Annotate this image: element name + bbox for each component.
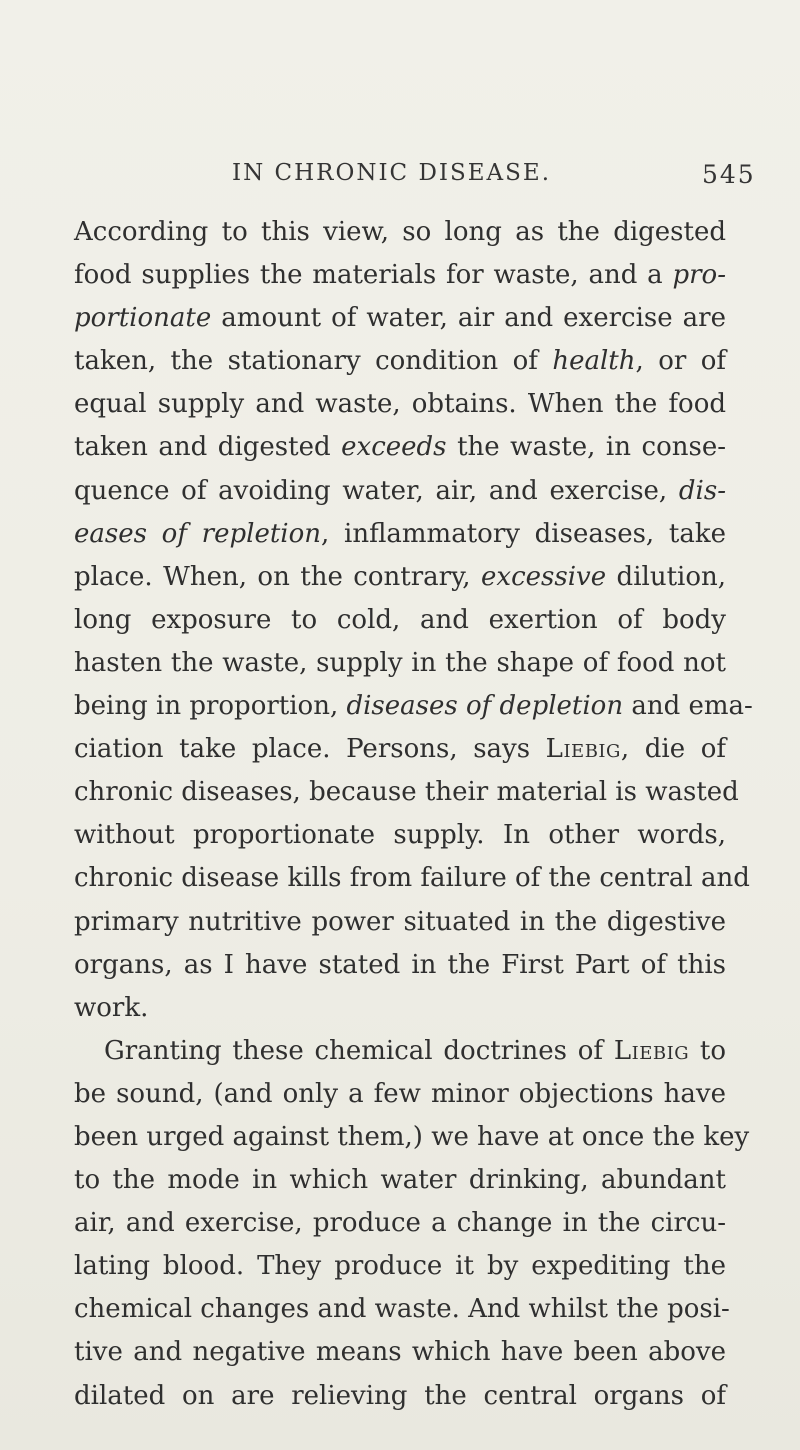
text-line-9: place. When, on the contrary, excessive dilution, (74, 561, 727, 592)
body-text (74, 211, 753, 1418)
text-line-22: been urged against them,) we have at once the key (74, 1121, 750, 1152)
text-line-23: to the mode in which water drinking, abundant (74, 1165, 726, 1196)
text-line-17: primary nutritive power situated in the digestive (74, 906, 726, 937)
text-line-6: taken and digested exceeds the waste, in conse- (74, 432, 726, 463)
text-line-10: long exposure to cold, and exertion of body (74, 604, 726, 635)
running-head: IN CHRONIC DISEASE. (232, 160, 552, 186)
text-line-1: According to this view, so long as the digested (74, 217, 726, 247)
text-line-3: portionate amount of water, air and exercise are (74, 303, 726, 334)
text-line-4: taken, the stationary condition of health, or of (74, 346, 726, 377)
text-line-26: chemical changes and waste. And whilst the posi- (74, 1294, 730, 1325)
text-line-11: hasten the waste, supply in the shape of food not (74, 647, 726, 678)
text-line-25: lating blood. They produce it by expediting the (74, 1251, 726, 1282)
text-line-18: organs, as I have stated in the First Part of this (74, 949, 726, 980)
text-line-14: chronic diseases, because their material is wasted (74, 777, 739, 808)
text-line-12: being in proportion, diseases of depletion and ema- (74, 691, 753, 722)
text-line-5: equal supply and waste, obtains. When the food (74, 389, 726, 420)
text-line-27: tive and negative means which have been above (74, 1337, 726, 1368)
text-line-16: chronic disease kills from failure of the central and (74, 863, 750, 894)
text-line-2: food supplies the materials for waste, and a pro- (74, 260, 726, 291)
text-line-8: eases of repletion, inflammatory diseases, take (74, 518, 727, 549)
text-line-19: work. (74, 992, 149, 1023)
text-line-24: air, and exercise, produce a change in the circu- (74, 1208, 726, 1239)
text-line-28: dilated on are relieving the central organs of (74, 1380, 726, 1411)
page-header (0, 160, 800, 200)
text-line-15: without proportionate supply. In other words, (74, 820, 726, 851)
text-line-13: ciation take place. Persons, says Liebig, die of (74, 734, 726, 765)
text-line-7: quence of avoiding water, air, and exercise, dis- (74, 475, 726, 506)
text-line-20: Granting these chemical doctrines of Liebig to (104, 1035, 726, 1066)
page-number: 545 (702, 160, 756, 189)
text-line-21: be sound, (and only a few minor objections have (74, 1078, 726, 1109)
